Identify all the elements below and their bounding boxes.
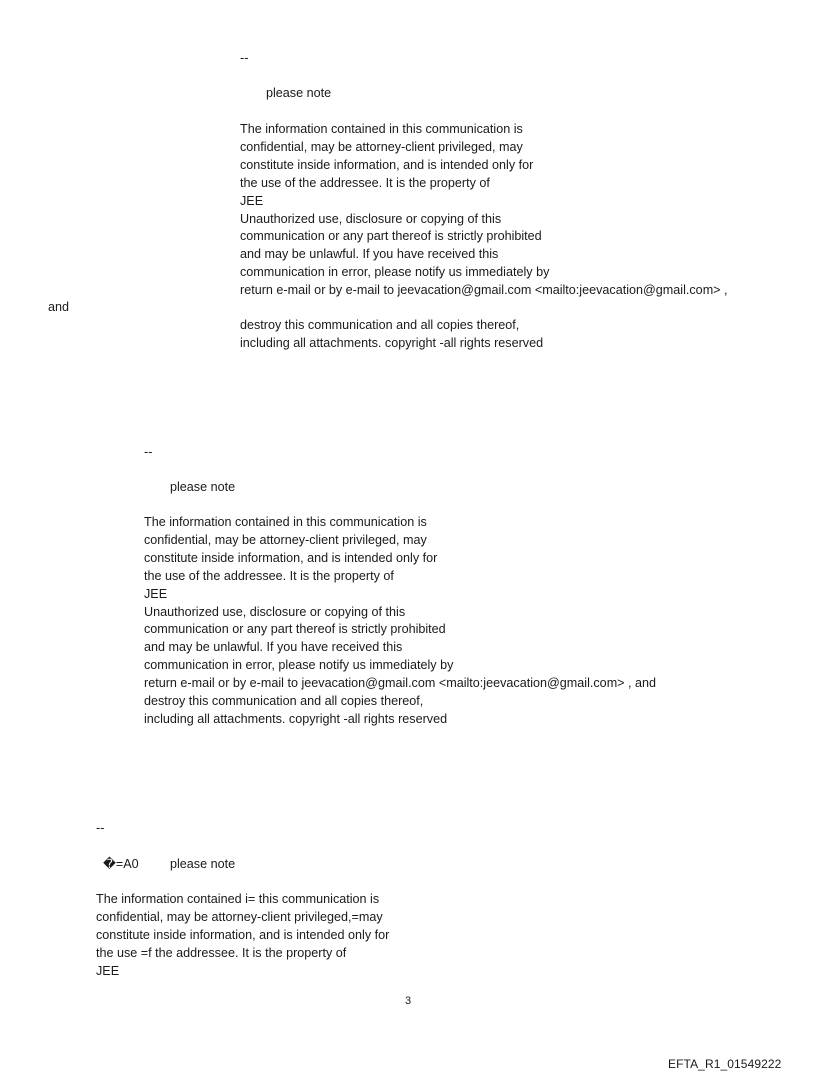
- separator-3: --: [96, 821, 105, 835]
- line: The information contained i= this communication is: [96, 892, 380, 906]
- line-email: return e-mail or by e-mail to jeevacation@gmail.com <mailto:jeevacation@gmail.com> , and: [144, 676, 657, 691]
- line: destroy this communication and all copies thereof,: [144, 694, 424, 709]
- disclaimer-block-1b: [240, 317, 543, 353]
- line-email: return e-mail or by e-mail to jeevacation@gmail.com <mailto:jeevacation@gmail.com> ,: [240, 283, 728, 298]
- line: the use =f the addressee. It is the property of: [96, 945, 347, 960]
- line: including all attachments. copyright -all rights reserved: [144, 711, 448, 726]
- heading-2: please note: [170, 480, 236, 494]
- line: and may be unlawful. If you have received this: [240, 247, 499, 262]
- line: constitute inside information, and is intended only for: [96, 927, 390, 942]
- line: JEE: [144, 586, 168, 601]
- disclaimer-block-1a: [240, 121, 728, 300]
- line: constitute inside information, and is intended only for: [144, 550, 438, 565]
- line: The information contained in this communication is: [144, 515, 427, 529]
- heading-3: please note: [170, 857, 236, 871]
- line: destroy this communication and all copies thereof,: [240, 318, 520, 332]
- line: confidential, may be attorney-client privileged,=may: [96, 909, 383, 924]
- line: communication or any part thereof is strictly prohibited: [240, 229, 542, 244]
- line: constitute inside information, and is intended only for: [240, 157, 534, 172]
- disclaimer-block-3: [96, 891, 389, 981]
- line: Unauthorized use, disclosure or copying of this: [144, 604, 406, 619]
- heading-1: please note: [266, 86, 332, 100]
- line: including all attachments. copyright -all rights reserved: [240, 335, 544, 350]
- separator-2: --: [144, 445, 153, 459]
- line: confidential, may be attorney-client privileged, may: [144, 532, 427, 547]
- disclaimer-block-2: [144, 514, 656, 729]
- line: JEE: [96, 963, 120, 978]
- page-number: 3: [404, 995, 412, 1007]
- line: Unauthorized use, disclosure or copying of this: [240, 211, 502, 226]
- heading-prefix-3: �=A0: [103, 857, 139, 871]
- line: communication in error, please notify us immediately by: [144, 658, 454, 673]
- wrapped-word: and: [48, 300, 70, 314]
- line: JEE: [240, 193, 264, 208]
- line: the use of the addressee. It is the property of: [240, 175, 490, 190]
- line: the use of the addressee. It is the property of: [144, 568, 394, 583]
- separator-1: --: [240, 51, 249, 65]
- line: confidential, may be attorney-client privileged, may: [240, 139, 523, 154]
- line: The information contained in this communication is: [240, 122, 523, 136]
- line: communication in error, please notify us immediately by: [240, 265, 550, 280]
- line: communication or any part thereof is strictly prohibited: [144, 622, 446, 637]
- document-id-footer: EFTA_R1_01549222: [668, 1057, 782, 1071]
- line: and may be unlawful. If you have received this: [144, 640, 403, 655]
